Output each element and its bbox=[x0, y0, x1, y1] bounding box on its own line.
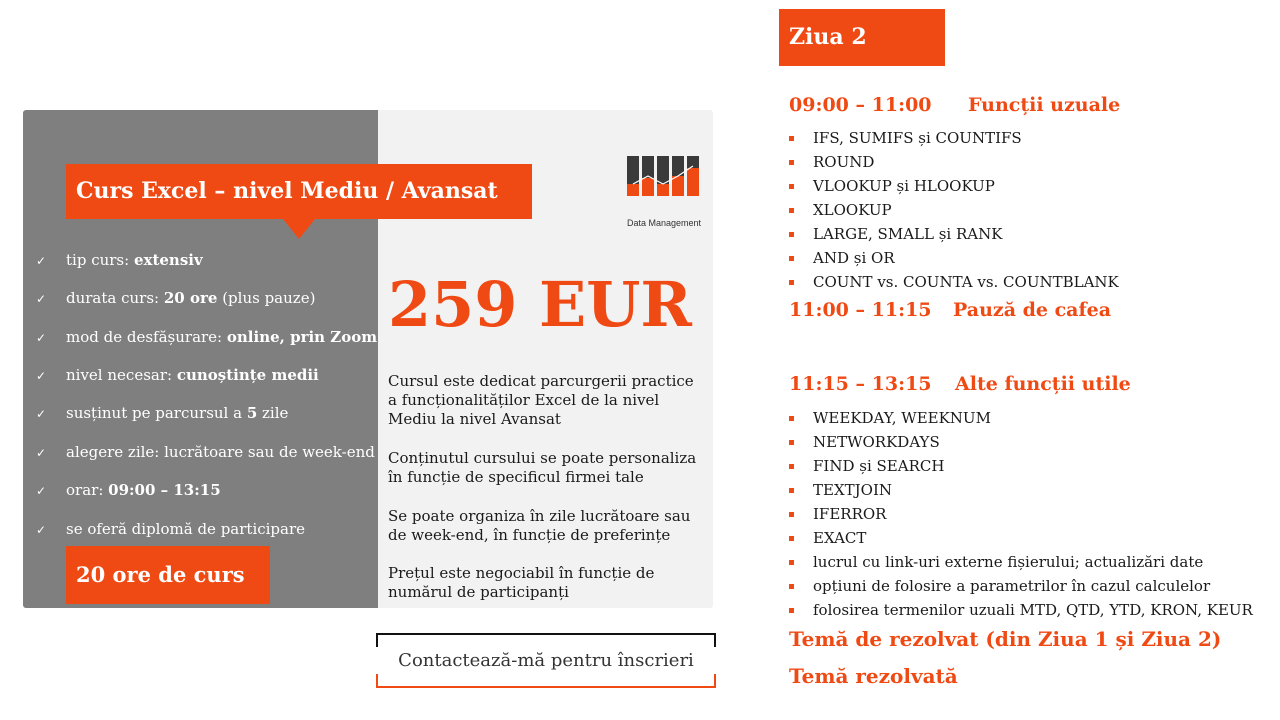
list-item: WEEKDAY, WEEKNUM bbox=[789, 406, 1253, 430]
slot-time: 11:15 – 13:15 bbox=[789, 373, 932, 395]
feature-item: ✓ alegere zile: lucrătoare sau de week-end bbox=[36, 443, 375, 461]
checkmark-icon: ✓ bbox=[36, 254, 47, 268]
homework-heading: Temă de rezolvat (din Ziua 1 și Ziua 2) bbox=[789, 627, 1222, 651]
list-item: NETWORKDAYS bbox=[789, 430, 1253, 454]
course-title: Curs Excel – nivel Mediu / Avansat bbox=[66, 164, 532, 219]
feature-item: ✓ se oferă diplomă de participare bbox=[36, 520, 306, 538]
contact-button-label[interactable]: Contactează-mă pentru înscrieri bbox=[398, 650, 694, 671]
slot-time: 11:00 – 11:15 bbox=[789, 299, 932, 321]
description-paragraph: Prețul este negociabil în funcție de numărul de participanți bbox=[388, 564, 655, 601]
description-paragraph: Cursul este dedicat parcurgerii practice a funcționalităților Excel de la nivel Mediu la nivel Avansat bbox=[388, 372, 694, 428]
contact-button[interactable] bbox=[376, 633, 716, 688]
list-item: XLOOKUP bbox=[789, 198, 1119, 222]
feature-item: ✓ mod de desfășurare: online, prin Zoom bbox=[36, 328, 378, 346]
feature-item: ✓ tip curs: extensiv bbox=[36, 251, 203, 269]
function-list bbox=[789, 406, 1253, 622]
list-item: IFERROR bbox=[789, 502, 1253, 526]
day-badge: Ziua 2 bbox=[779, 9, 945, 66]
list-item: opțiuni de folosire a parametrilor în cazul calculelor bbox=[789, 574, 1253, 598]
function-list bbox=[789, 126, 1119, 294]
checkmark-icon: ✓ bbox=[36, 331, 47, 345]
feature-item: ✓ susținut pe parcursul a 5 zile bbox=[36, 404, 289, 422]
slot-title: Funcții uzuale bbox=[968, 94, 1121, 116]
solved-homework-heading: Temă rezolvată bbox=[789, 664, 958, 688]
list-item: FIND și SEARCH bbox=[789, 454, 1253, 478]
schedule-slot-heading bbox=[789, 94, 1120, 116]
list-item: lucrul cu link-uri externe fișierului; actualizări date bbox=[789, 550, 1253, 574]
description-paragraph: Se poate organiza în zile lucrătoare sau de week-end, în funcție de preferințe bbox=[388, 507, 691, 544]
slot-time: 09:00 – 11:00 bbox=[789, 94, 932, 116]
feature-item: ✓ nivel necesar: cunoștințe medii bbox=[36, 366, 319, 384]
list-item: TEXTJOIN bbox=[789, 478, 1253, 502]
list-item: LARGE, SMALL și RANK bbox=[789, 222, 1119, 246]
list-item: AND și OR bbox=[789, 246, 1119, 270]
list-item: VLOOKUP și HLOOKUP bbox=[789, 174, 1119, 198]
course-price: 259 EUR bbox=[388, 268, 692, 341]
list-item: COUNT vs. COUNTA vs. COUNTBLANK bbox=[789, 270, 1119, 294]
checkmark-icon: ✓ bbox=[36, 523, 47, 537]
logo-text: Data Management bbox=[627, 218, 702, 228]
list-item: folosirea termenilor uzuali MTD, QTD, YTD, KRON, KEUR bbox=[789, 598, 1253, 622]
list-item: IFS, SUMIFS și COUNTIFS bbox=[789, 126, 1119, 150]
description-paragraph: Conținutul cursului se poate personaliza în funcție de specificul firmei tale bbox=[388, 449, 697, 486]
checkmark-icon: ✓ bbox=[36, 484, 47, 498]
checkmark-icon: ✓ bbox=[36, 292, 47, 306]
feature-item: ✓ orar: 09:00 – 13:15 bbox=[36, 481, 221, 499]
schedule-slot-heading bbox=[789, 373, 1131, 395]
checkmark-icon: ✓ bbox=[36, 407, 47, 421]
hours-badge: 20 ore de curs bbox=[66, 546, 270, 604]
list-item: EXACT bbox=[789, 526, 1253, 550]
checkmark-icon: ✓ bbox=[36, 369, 47, 383]
feature-item: ✓ durata curs: 20 ore (plus pauze) bbox=[36, 289, 316, 307]
slot-title: Alte funcții utile bbox=[955, 373, 1131, 395]
checkmark-icon: ✓ bbox=[36, 446, 47, 460]
title-pointer bbox=[283, 219, 315, 239]
slot-title: Pauză de cafea bbox=[953, 299, 1112, 321]
list-item: ROUND bbox=[789, 150, 1119, 174]
schedule-slot-heading bbox=[789, 299, 1111, 321]
